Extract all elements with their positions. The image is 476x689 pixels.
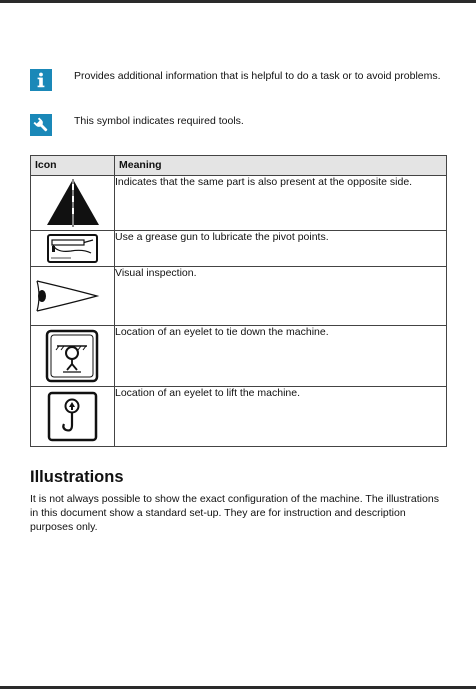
table-row [31, 326, 447, 387]
eye-inspection-icon [31, 267, 115, 326]
top-border [0, 0, 476, 3]
meaning-visual-inspection: Visual inspection. [115, 267, 447, 326]
tie-down-eyelet-icon [31, 326, 115, 387]
table-row [31, 387, 447, 447]
meaning-tie-down: Location of an eyelet to tie down the machine. [115, 326, 447, 387]
table-row [31, 267, 447, 326]
table-header-row [31, 156, 447, 176]
header-icon: Icon [31, 156, 115, 176]
lift-eyelet-icon [31, 387, 115, 447]
section-title: Illustrations [30, 468, 124, 486]
header-meaning: Meaning [115, 156, 447, 176]
meaning-lift: Location of an eyelet to lift the machine. [115, 387, 447, 447]
tools-note-text: This symbol indicates required tools. [74, 115, 244, 127]
grease-gun-icon [31, 231, 115, 267]
table-row [31, 176, 447, 231]
section-body: It is not always possible to show the exact configuration of the machine. The illustrations in this document show a standard set-up. They are for instruction and description purposes only. [30, 493, 439, 533]
meaning-opposite-side: Indicates that the same part is also present at the opposite side. [115, 176, 447, 231]
wrench-icon [30, 114, 52, 136]
icon-meaning-table [30, 155, 447, 447]
opposite-side-icon [31, 176, 115, 231]
info-note-text: Provides additional information that is helpful to do a task or to avoid problems. [74, 70, 441, 82]
table-row [31, 231, 447, 267]
meaning-grease-gun: Use a grease gun to lubricate the pivot points. [115, 231, 447, 267]
info-icon [30, 69, 52, 91]
